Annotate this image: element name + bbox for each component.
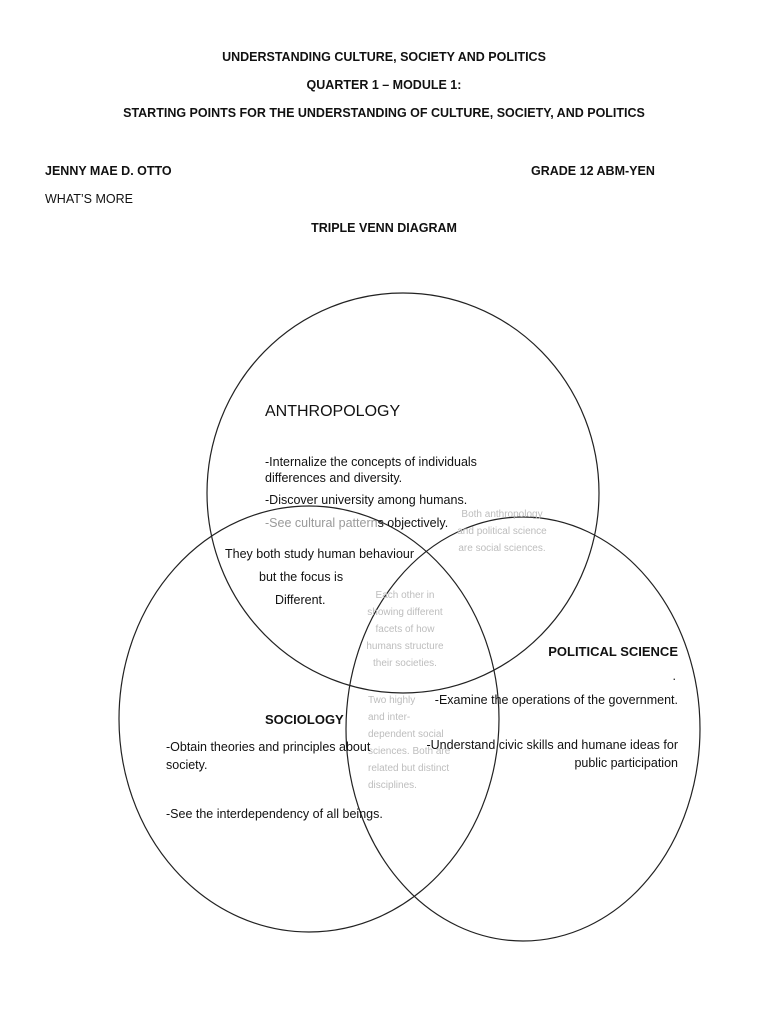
political-science-point-2: -Understand civic skills and humane ideas for (426, 738, 678, 752)
anthropology-point-3 (265, 516, 448, 530)
political-science-point-1: -Examine the operations of the government. (434, 693, 678, 707)
political-science-title: POLITICAL SCIENCE (548, 644, 678, 659)
anthropology-title: ANTHROPOLOGY (265, 403, 401, 420)
anthro-polsci-line-1: Both anthropology (461, 509, 543, 520)
anthropology-point-3-b: s objectively. (377, 516, 449, 530)
socio-polsci-line-4: sciences. Both are (368, 746, 451, 757)
center-line-1: Each other in (375, 590, 435, 601)
socio-polsci-line-6: disciplines. (368, 780, 417, 791)
center-line-3: facets of how (375, 624, 435, 635)
sociology-point-2: -See the interdependency of all beings. (166, 807, 383, 821)
sociology-title: SOCIOLOGY (265, 712, 344, 727)
sociology-point-1-cont: society. (166, 758, 208, 772)
anthro-polsci-line-3: are social sciences. (458, 543, 546, 554)
quarter-module: QUARTER 1 – MODULE 1: (306, 78, 462, 92)
socio-polsci-line-3: dependent social (368, 729, 444, 740)
anthropology-point-3-a: -See cultural pattern (265, 516, 378, 530)
diagram-title: TRIPLE VENN DIAGRAM (311, 221, 457, 235)
sociology-point-1: -Obtain theories and principles about (166, 740, 371, 754)
socio-polsci-line-2: and inter- (368, 712, 411, 723)
socio-polsci-line-1: Two highly (368, 695, 416, 706)
section-label: WHAT’S MORE (45, 192, 133, 206)
center-line-5: their societies. (373, 658, 437, 669)
anthro-socio-line-3: Different. (275, 593, 326, 607)
anthro-socio-line-1: They both study human behaviour (225, 547, 415, 561)
anthropology-point-1-cont: differences and diversity. (265, 471, 403, 485)
political-science-dot: . (672, 669, 676, 683)
anthropology-point-2: -Discover university among humans. (265, 493, 468, 507)
center-line-4: humans structure (366, 641, 444, 652)
anthro-socio-line-2: but the focus is (259, 570, 344, 584)
grade-section: GRADE 12 ABM-YEN (531, 164, 655, 178)
document-title: UNDERSTANDING CULTURE, SOCIETY AND POLITICS (222, 50, 546, 64)
political-science-point-2-cont: public participation (574, 756, 678, 770)
student-name: JENNY MAE D. OTTO (45, 164, 172, 178)
module-title: STARTING POINTS FOR THE UNDERSTANDING OF CULTURE, SOCIETY, AND POLITICS (123, 106, 645, 120)
center-line-2: showing different (367, 607, 443, 618)
anthropology-point-1: -Internalize the concepts of individuals (265, 455, 477, 469)
anthro-polsci-line-2: and political science (457, 526, 547, 537)
socio-polsci-line-5: related but distinct (368, 763, 450, 774)
